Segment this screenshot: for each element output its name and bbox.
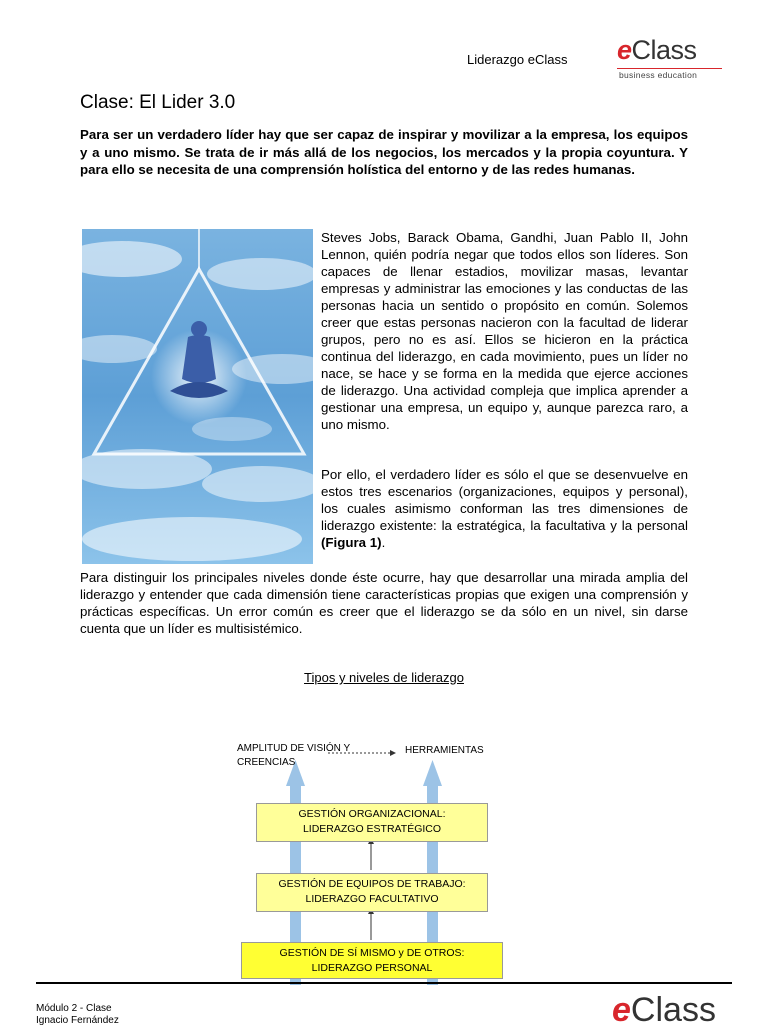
page-title: Clase: El Lider 3.0 [80, 92, 236, 113]
body-paragraph-1: Steves Jobs, Barack Obama, Gandhi, Juan Pablo II, John Lennon, quién podría negar que todos ellos son líderes. Son capaces de llenar estadios, movilizar masas, levantar empresas y administrar las emociones y las conductas de las personas hacia un sentido o propósito en común. Solemos creer que estas personas nacieron con la facultad de liderar grupos, pero no es así. Ellos se hicieron en la práctica continua del liderazgo, en cada movimiento, pues un líder no nace, se hace y se forma en la medida que ejerce acciones de liderazgo. Una actividad compleja que implica aprender a gestionar una empresa, un equipo y, aunque parezca raro, a uno mismo. [321, 230, 688, 432]
meditation-illustration [82, 229, 313, 564]
body-paragraph-2 [321, 466, 688, 551]
figure-reference: (Figura 1) [321, 535, 382, 550]
header-title: Liderazgo eClass [467, 52, 568, 67]
logo-rule [617, 68, 722, 69]
logo-word: Class [631, 35, 697, 65]
logo-e: e [617, 35, 632, 65]
footer-eclass-logo: eClass [612, 991, 716, 1029]
paragraph-2-text: Por ello, el verdadero líder es sólo el que se desenvuelve en estos tres escenarios (organizaciones, equipos y personal), los cuales asimismo conforman las tres dimensiones de liderazgo existente: la estratégica, la facultativa y la personal [321, 467, 688, 533]
label-vision: AMPLITUD DE VISIÓN Y CREENCIAS [237, 743, 351, 768]
right-arrow-head [423, 760, 442, 786]
box-organizational: GESTIÓN ORGANIZACIONAL: LIDERAZGO ESTRATÉGICO [256, 803, 488, 842]
figure-caption: Tipos y niveles de liderazgo [304, 670, 464, 685]
body-paragraph-3: Para distinguir los principales niveles donde éste ocurre, hay que desarrollar una mirada amplia del liderazgo y entender que cada dimensión tiene características propias que exigen una comprensión y prácticas específicas. Un error común es creer que el liderazgo se da sólo en un nivel, sin darse cuenta que un líder es multisistémico. [80, 570, 688, 636]
box-teams: GESTIÓN DE EQUIPOS DE TRABAJO: LIDERAZGO FACULTATIVO [256, 873, 488, 912]
logo-tagline: business education [619, 70, 698, 80]
footer-author: Ignacio Fernández [36, 1015, 119, 1026]
leadership-levels-diagram [230, 730, 520, 985]
footer-divider [36, 982, 732, 984]
box-personal: GESTIÓN DE SÍ MISMO y DE OTROS: LIDERAZGO PERSONAL [241, 942, 503, 979]
lead-paragraph: Para ser un verdadero líder hay que ser capaz de inspirar y movilizar a la empresa, los equipos y a uno mismo. Se trata de ir más allá de los negocios, los mercados y la propia coyuntura. Y para ello se necesita de una comprensión holística del entorno y de las redes humanas. [80, 127, 688, 177]
dotted-arrow-head [390, 750, 396, 756]
eclass-logo [617, 36, 722, 82]
label-tools: HERRAMIENTAS [405, 745, 484, 756]
footer-module: Módulo 2 - Clase [36, 1003, 112, 1014]
paragraph-2-end: . [381, 535, 386, 550]
